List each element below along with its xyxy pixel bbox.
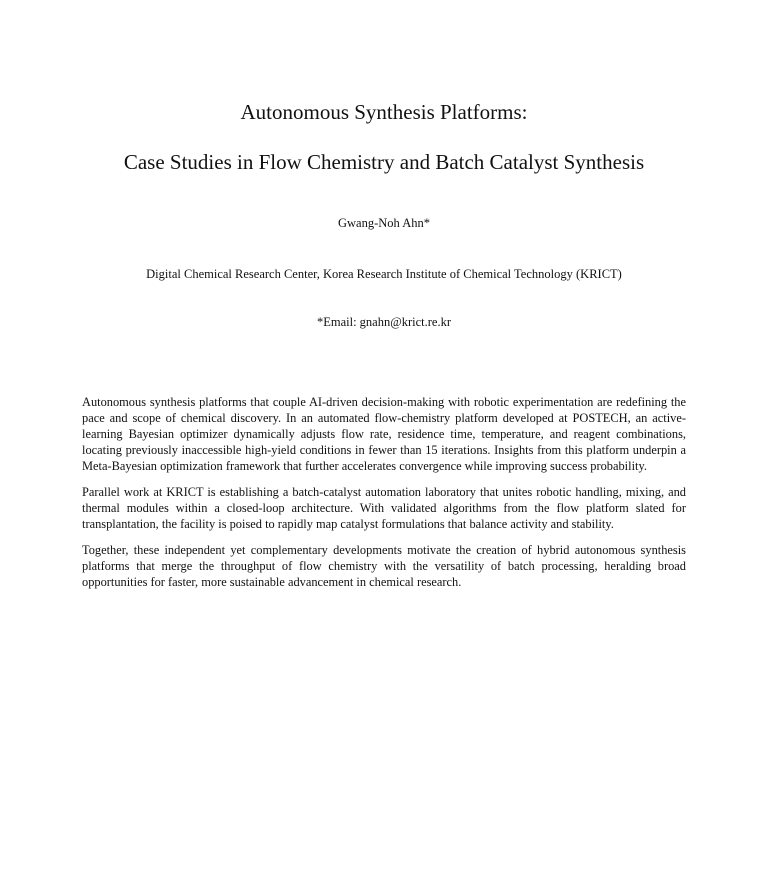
abstract [82, 394, 686, 600]
paragraph: Autonomous synthesis platforms that couple AI-driven decision-making with robotic experimentation are redefining the pace and scope of chemical discovery. In an automated flow-chemistry platform developed at POSTECH, an active-learning Bayesian optimizer dynamically adjusts flow rate, residence time, temperature, and reagent combinations, locating previously inaccessible high-yield conditions in fewer than 15 iterations. Insights from this platform underpin a Meta-Bayesian optimization framework that further accelerates convergence while improving success probability. [82, 395, 686, 473]
email: *Email: gnahn@krict.re.kr [316, 315, 452, 329]
paragraph: Parallel work at KRICT is establishing a batch-catalyst automation laboratory that unites robotic handling, mixing, and thermal modules within a closed-loop architecture. With validated algorithms from the flow platform slated for transplantation, the facility is poised to rapidly map catalyst formulations that balance activity and stability. [82, 485, 686, 531]
author: Gwang-Noh Ahn* [337, 216, 430, 230]
paragraph: Together, these independent yet complementary developments motivate the creation of hybrid autonomous synthesis platforms that merge the throughput of flow chemistry with the versatility of batch processing, heralding broad opportunities for faster, more sustainable advancement in chemical research. [82, 543, 686, 589]
title-line-2: Case Studies in Flow Chemistry and Batch Catalyst Synthesis [123, 150, 645, 174]
affiliation: Digital Chemical Research Center, Korea Research Institute of Chemical Technology (KRICT) [146, 267, 622, 281]
title-line-1: Autonomous Synthesis Platforms: [240, 100, 528, 124]
